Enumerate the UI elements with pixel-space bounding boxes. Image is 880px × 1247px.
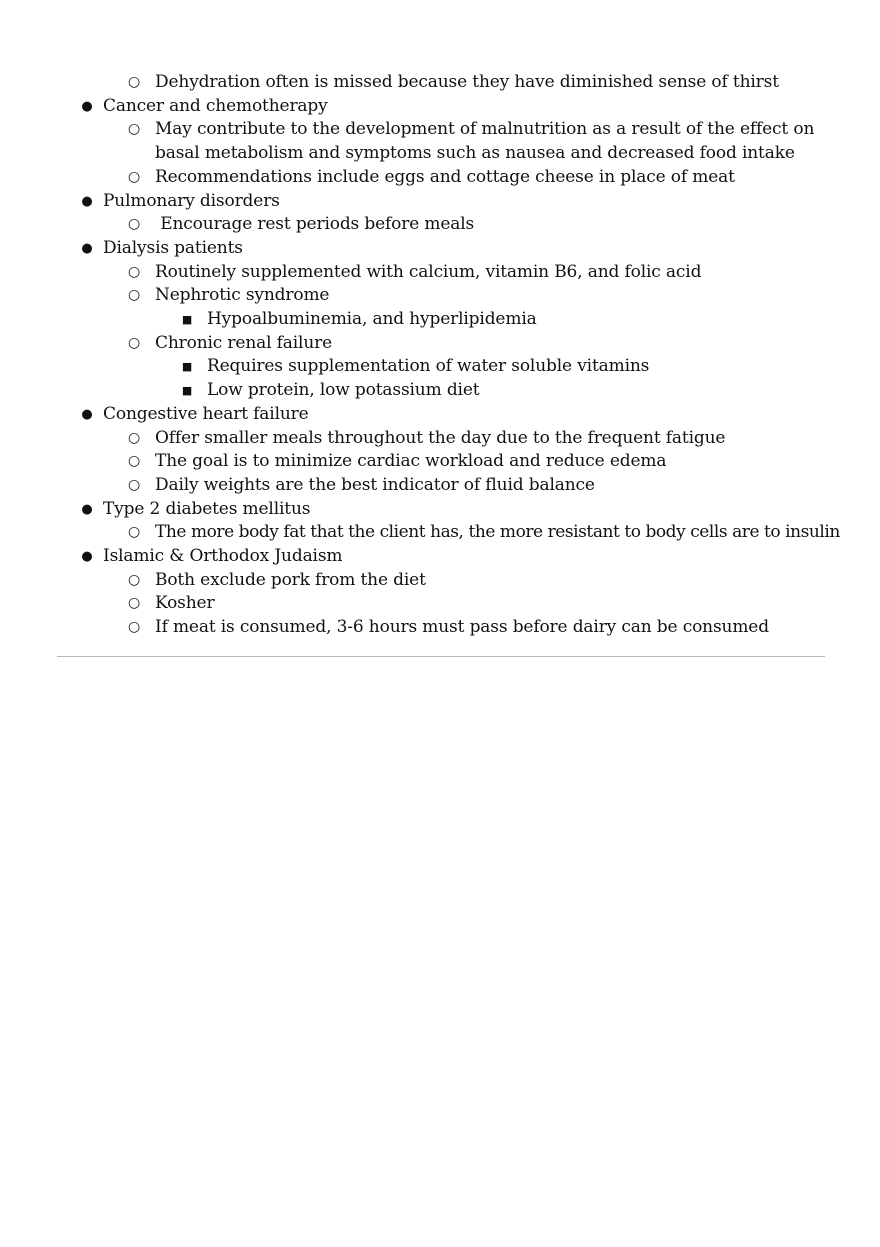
hollow-circle-bullet-icon: ○: [127, 595, 141, 612]
list-item: [78, 427, 838, 451]
list-item-text: Congestive heart failure: [103, 403, 309, 424]
list-item-text: Recommendations include eggs and cottage cheese in place of meat: [155, 166, 735, 187]
hollow-circle-bullet-icon: ○: [127, 168, 141, 185]
list-item-text: Requires supplementation of water soluble vitamins: [207, 356, 650, 377]
list-item: [78, 213, 838, 237]
list-item: [78, 190, 838, 214]
hollow-circle-bullet-icon: ○: [127, 429, 141, 446]
list-item: [78, 308, 838, 332]
hollow-circle-bullet-icon: ○: [127, 216, 141, 233]
list-item: [78, 545, 838, 569]
list-item: [78, 379, 838, 403]
hollow-circle-bullet-icon: ○: [127, 453, 141, 470]
list-item: [78, 450, 838, 474]
list-item: [78, 332, 838, 356]
filled-circle-bullet-icon: ●: [81, 549, 93, 565]
list-item-text: Kosher: [155, 593, 215, 614]
filled-square-bullet-icon: ■: [181, 384, 193, 398]
hollow-circle-bullet-icon: ○: [127, 121, 141, 138]
filled-square-bullet-icon: ■: [181, 313, 193, 327]
filled-circle-bullet-icon: ●: [81, 240, 93, 256]
list-item-text: Routinely supplemented with calcium, vitamin B6, and folic acid: [155, 261, 702, 282]
list-item: [78, 355, 838, 379]
horizontal-divider: [57, 656, 825, 657]
list-item: [78, 403, 838, 427]
list-item: [78, 569, 838, 593]
hollow-circle-bullet-icon: ○: [127, 287, 141, 304]
list-item-text: Both exclude pork from the diet: [155, 569, 426, 590]
bullet-outline: [78, 71, 838, 640]
list-item-text: Chronic renal failure: [155, 332, 333, 353]
hollow-circle-bullet-icon: ○: [127, 476, 141, 493]
list-item: [78, 95, 838, 119]
list-item: [78, 498, 838, 522]
list-item-text: Islamic & Orthodox Judaism: [103, 546, 343, 567]
list-item-text: The goal is to minimize cardiac workload and reduce edema: [155, 451, 667, 472]
list-item-text: Encourage rest periods before meals: [155, 214, 475, 235]
list-item: [78, 237, 838, 261]
list-item-text: Type 2 diabetes mellitus: [103, 498, 311, 519]
list-item-text: May contribute to the development of malnutrition as a result of the effect on basal metabolism and symptoms such as nausea and decreased food intake: [155, 119, 815, 164]
list-item-text: Pulmonary disorders: [103, 190, 280, 211]
list-item: [78, 592, 838, 616]
list-item-text: Nephrotic syndrome: [155, 285, 330, 306]
list-item-text: Cancer and chemotherapy: [103, 95, 328, 116]
list-item: [78, 616, 838, 640]
filled-square-bullet-icon: ■: [181, 360, 193, 374]
list-item-text: Dialysis patients: [103, 237, 243, 258]
list-item: [78, 261, 838, 285]
list-item: [78, 284, 838, 308]
filled-circle-bullet-icon: ●: [81, 98, 93, 114]
list-item: [78, 118, 838, 165]
list-item-text: The more body fat that the client has, the more resistant to body cells are to insulin: [155, 522, 840, 543]
hollow-circle-bullet-icon: ○: [127, 74, 141, 90]
filled-circle-bullet-icon: ●: [81, 501, 93, 517]
hollow-circle-bullet-icon: ○: [127, 619, 141, 636]
list-item-text: Hypoalbuminemia, and hyperlipidemia: [207, 309, 537, 330]
hollow-circle-bullet-icon: ○: [127, 524, 141, 541]
hollow-circle-bullet-icon: ○: [127, 571, 141, 588]
list-item-text: Low protein, low potassium diet: [207, 380, 480, 401]
hollow-circle-bullet-icon: ○: [127, 263, 141, 280]
list-item: [78, 521, 838, 545]
hollow-circle-bullet-icon: ○: [127, 334, 141, 351]
list-item: [78, 166, 838, 190]
filled-circle-bullet-icon: ●: [81, 406, 93, 422]
list-item: [78, 71, 838, 95]
list-item-text: Dehydration often is missed because they have diminished sense of thirst: [155, 72, 779, 92]
list-item-text: Daily weights are the best indicator of fluid balance: [155, 474, 595, 495]
filled-circle-bullet-icon: ●: [81, 193, 93, 209]
list-item-text: Offer smaller meals throughout the day due to the frequent fatigue: [155, 427, 726, 448]
list-item: [78, 474, 838, 498]
list-item-text: If meat is consumed, 3-6 hours must pass before dairy can be consumed: [155, 617, 769, 638]
